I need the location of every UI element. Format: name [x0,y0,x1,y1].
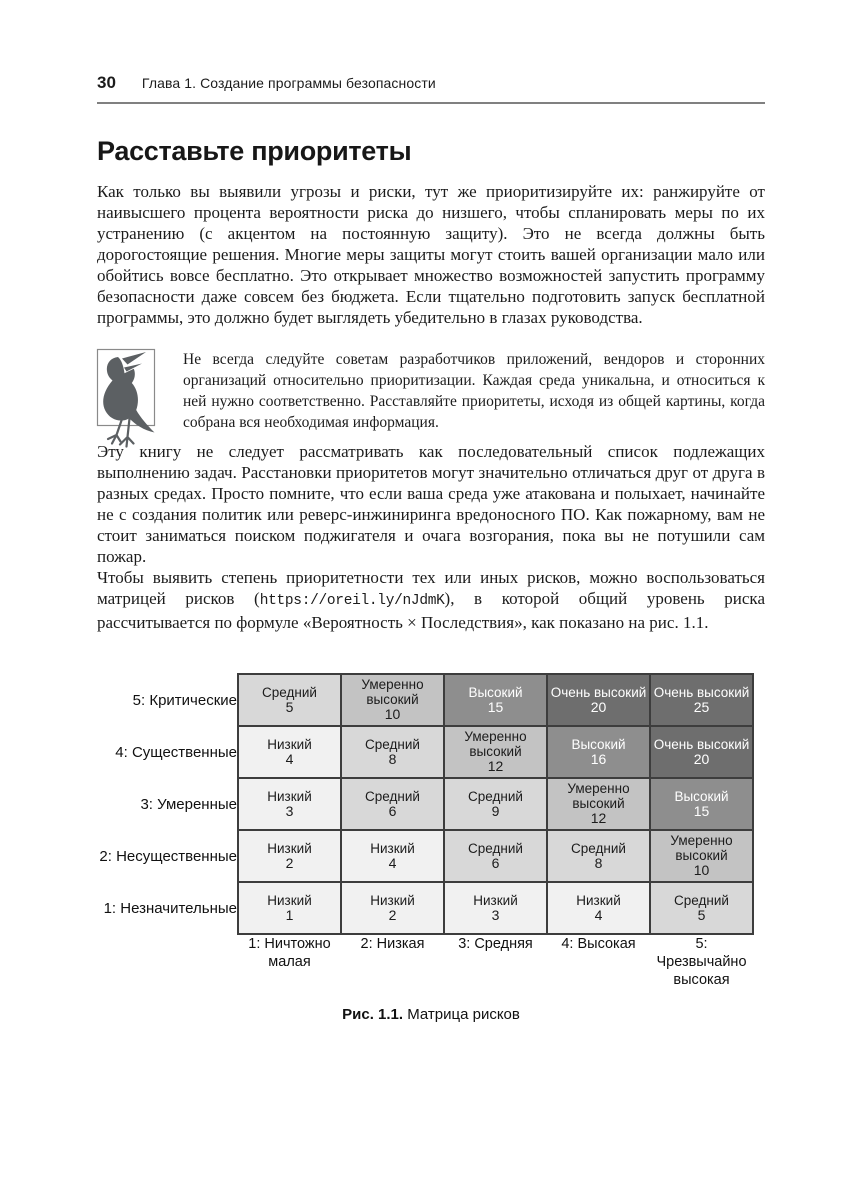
matrix-cell: Высокий 15 [444,674,547,726]
matrix-cell: Низкий 4 [547,882,650,934]
figure-caption-label: Рис. 1.1. [342,1006,404,1023]
matrix-cell: Низкий 2 [341,882,444,934]
paragraph-2: Эту книгу не следует рассматривать как последовательный список подлежащих выполнению задач. Расстановки приоритетов могут значительно отличаться друг от друга в разных средах. Просто помните, что если ваша среда уже атакована и полыхает, начинайте не с создания политик или реверс-инжиниринга вредоносного ПО. Как пожарному, вам не стоит заниматься поиском поджигателя и очага возгорания, пока вы не потушили сам пожар. [97,442,765,566]
matrix-col-label: 1: Ничтожно малая [248,936,331,970]
page-number: 30 [97,73,116,92]
section-title: Расставьте приоритеты [97,136,412,166]
matrix-row-label: 4: Существенные [115,743,237,761]
risk-matrix-table [97,673,754,989]
matrix-cell: Низкий 1 [238,882,341,934]
matrix-cell: Средний 6 [341,778,444,830]
matrix-row-label: 1: Незначительные [103,899,237,917]
paragraph-3-before-url: Чтобы выявить степень приоритетности тех или иных рисков, можно воспользоваться матрицей рисков ( [97,568,765,608]
risk-matrix-url: https://oreil.ly/nJdmK [259,593,445,609]
matrix-cell: Средний 8 [341,726,444,778]
matrix-cell: Умеренно высокий 12 [547,778,650,830]
matrix-row [97,726,753,778]
matrix-cell: Высокий 16 [547,726,650,778]
matrix-cell: Очень высокий 20 [547,674,650,726]
matrix-col-label: 4: Высокая [561,936,636,952]
paragraph-1: Как только вы выявили угрозы и риски, тут же приоритизируйте их: ранжируйте от наивысшего процента вероятности риска до низшего, чтобы спланировать меры по их устранению (с акцентом на постоянную защиту). Это не всегда должны быть дорогостоящие решения. Многие меры защиты могут стоить вашей организации мало или обойтись вовсе бесплатно. Это открывает множество возможностей запустить программу безопасности даже совсем без бюджета. Если тщательно подготовить запуск бесплатной программы, это должно будет выглядеть убедительно в глазах руководства. [97,182,765,327]
matrix-cell: Средний 9 [444,778,547,830]
matrix-cell: Умеренно высокий 10 [650,830,753,882]
matrix-cell: Низкий 4 [341,830,444,882]
matrix-cell: Средний 5 [238,674,341,726]
matrix-axis-row [97,934,753,989]
matrix-row [97,830,753,882]
matrix-row-label: 5: Критические [132,691,237,709]
matrix-row [97,882,753,934]
matrix-col-label: 2: Низкая [360,936,425,952]
risk-matrix-figure [97,673,765,1023]
matrix-cell: Средний 8 [547,830,650,882]
matrix-axis-corner [97,934,238,989]
matrix-row [97,778,753,830]
page-content [97,73,765,1023]
matrix-col-label: 3: Средняя [458,936,533,952]
matrix-cell: Очень высокий 25 [650,674,753,726]
matrix-cell: Умеренно высокий 12 [444,726,547,778]
matrix-cell: Средний 5 [650,882,753,934]
figure-caption [97,1006,765,1023]
matrix-cell: Низкий 3 [238,778,341,830]
crow-icon [97,349,183,441]
note-box [97,349,765,441]
matrix-cell: Низкий 4 [238,726,341,778]
risk-matrix-body [97,674,753,989]
matrix-cell: Высокий 15 [650,778,753,830]
matrix-row-label: 3: Умеренные [140,795,237,813]
matrix-cell: Средний 6 [444,830,547,882]
matrix-cell: Очень высокий 20 [650,726,753,778]
running-head: Глава 1. Создание программы безопасности [141,75,436,91]
page-header [97,73,765,104]
matrix-cell: Низкий 2 [238,830,341,882]
figure-caption-text: Матрица рисков [403,1006,520,1023]
matrix-row [97,674,753,726]
matrix-cell: Низкий 3 [444,882,547,934]
note-text: Не всегда следуйте советам разработчиков приложений, вендоров и сторонних организаций относительно приоритизации. Каждая среда уникальна, и относиться к ней нужно соответственно. Расставляйте приоритеты, исходя из общей картины, когда собрана вся необходимая информация. [183,351,765,431]
matrix-row-label: 2: Несущественные [99,847,237,865]
paragraph-3 [97,567,765,633]
matrix-cell: Умеренно высокий 10 [341,674,444,726]
matrix-col-label: 5: Чрезвычайно высокая [656,936,747,988]
paragraph-3-after-url: ), в которой общий уровень риска рассчитывается по формуле «Вероятность × Последствия», как показано на рис. 1.1. [97,589,765,632]
